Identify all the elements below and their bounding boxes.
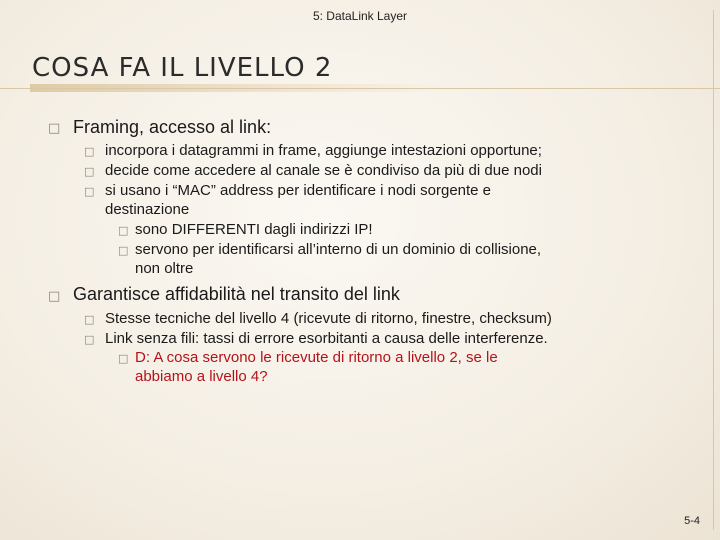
slide-title: COSA FA IL LIVELLO 2 (32, 53, 333, 83)
square-bullet-icon: □ (118, 244, 129, 257)
bullet-text: Stesse tecniche del livello 4 (ricevute di ritorno, finestre, checksum) (105, 310, 552, 327)
square-bullet-icon: □ (118, 352, 129, 365)
bullet-text: Framing, accesso al link: (73, 117, 272, 137)
question-text: D: A cosa servono le ricevute di ritorno a livello 2, se le (135, 349, 498, 366)
slide-header: 5: DataLink Layer (312, 9, 408, 23)
square-bullet-icon: □ (84, 313, 95, 326)
bullet-text-continuation: non oltre (135, 260, 194, 277)
bullet-text: decide come accedere al canale se è condiviso da più di due nodi (105, 162, 542, 179)
page-number: 5-4 (684, 515, 700, 527)
bullet-text-continuation: destinazione (105, 201, 190, 218)
square-bullet-icon: □ (118, 224, 129, 237)
bullet-text: sono DIFFERENTI dagli indirizzi IP! (135, 221, 373, 238)
title-divider (0, 88, 720, 89)
square-bullet-icon: □ (84, 165, 95, 178)
square-bullet-icon: □ (48, 289, 61, 304)
question-text-continuation: abbiamo a livello 4? (135, 368, 268, 385)
bullet-text: Garantisce affidabilità nel transito del link (73, 284, 400, 304)
square-bullet-icon: □ (84, 333, 95, 346)
square-bullet-icon: □ (48, 121, 61, 136)
bullet-text: si usano i “MAC” address per identificare i nodi sorgente e (105, 182, 492, 199)
bullet-text: incorpora i datagrammi in frame, aggiunge intestazioni opportune; (105, 142, 542, 159)
square-bullet-icon: □ (84, 185, 95, 198)
bullet-text: Link senza fili: tassi di errore esorbitanti a causa delle interferenze. (105, 330, 548, 347)
square-bullet-icon: □ (84, 145, 95, 158)
bullet-text: servono per identificarsi all’interno di un dominio di collisione, (135, 241, 542, 258)
